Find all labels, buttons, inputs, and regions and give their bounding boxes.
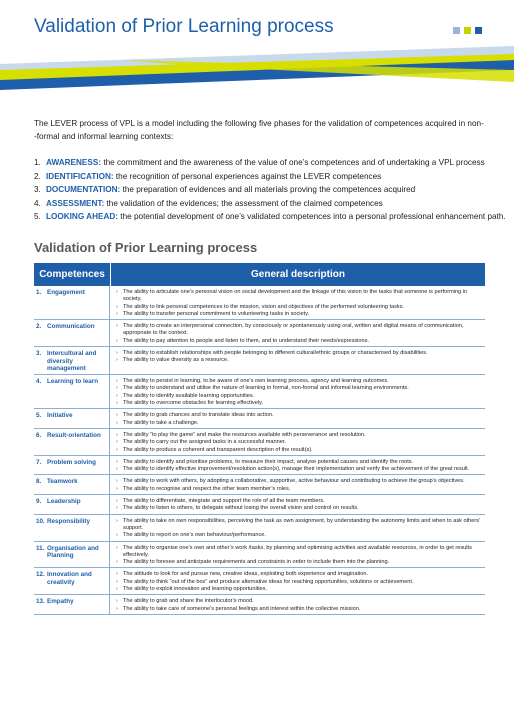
description-cell	[110, 515, 485, 541]
competence-cell	[34, 375, 110, 408]
description-item: › The ability to grab and share the interlocutor’s mood.	[114, 598, 482, 605]
square-yellow	[464, 27, 471, 34]
competence-number: 12.	[36, 571, 45, 579]
description-item: › The ability to overcome obstacles for learning effectively.	[114, 400, 482, 407]
competence-number: 6.	[36, 431, 42, 439]
competence-name: Organisation and Planning	[47, 544, 99, 560]
competence-number: 13.	[36, 598, 45, 606]
square-light-blue	[453, 27, 460, 34]
section-title: Validation of Prior Learning process	[34, 240, 258, 255]
description-item: › The ability to take on own responsibilities, perceiving the task as own assignment, by understanding the autonomy limits and when to ask others’ support.	[114, 518, 482, 533]
competence-cell	[34, 409, 110, 428]
competence-name: Innovation and creativity	[47, 571, 92, 587]
phases-list	[34, 156, 506, 224]
table-row	[34, 495, 485, 515]
header-banner	[0, 40, 514, 90]
table-row	[34, 429, 485, 456]
competence-name: Empathy	[47, 598, 74, 606]
table-row	[34, 515, 485, 542]
description-cell	[110, 542, 485, 568]
competence-number: 2.	[36, 323, 42, 331]
description-cell	[110, 375, 485, 408]
description-item: › The ability to take a challenge.	[114, 420, 482, 427]
description-item: › The ability to persist in learning, to be aware of one’s own learning process, agency and learning outcomes.	[114, 378, 482, 385]
table-row	[34, 375, 485, 409]
description-item: › The ability to create an interpersonal connection, by consciously or spontaneously using oral, written and digital means of communication, appropriate to the context.	[114, 323, 482, 338]
description-item: › The ability to link personal competences to the mission, vision and objectives of the performed volunteering tasks.	[114, 304, 482, 311]
table-header	[34, 263, 485, 286]
description-item: › The ability to grab chances and to translate ideas into action.	[114, 412, 482, 419]
table-row	[34, 286, 485, 320]
competence-name: Learning to learn	[47, 378, 99, 386]
competence-name: Initiative	[47, 412, 73, 420]
square-blue	[475, 27, 482, 34]
description-cell	[110, 320, 485, 346]
competence-cell	[34, 286, 110, 319]
intro-paragraph: The LEVER process of VPL is a model including the following five phases for the validation of competences acquired in non--formal and informal learning contexts:	[34, 119, 484, 141]
competence-cell	[34, 595, 110, 614]
description-cell	[110, 409, 485, 428]
competence-name: Teamwork	[47, 478, 78, 486]
description-item: › The attitude to look for and pursue new, creative ideas, exploiting both experience and imagination.	[114, 571, 482, 578]
competence-cell	[34, 320, 110, 346]
description-cell	[110, 347, 485, 374]
competence-cell	[34, 495, 110, 514]
description-cell	[110, 595, 485, 614]
description-cell	[110, 456, 485, 475]
competence-number: 8.	[36, 478, 42, 486]
table-row	[34, 542, 485, 569]
competence-cell	[34, 456, 110, 475]
description-cell	[110, 475, 485, 494]
competences-table	[34, 263, 485, 615]
competence-cell	[34, 475, 110, 494]
table-row	[34, 409, 485, 429]
description-item: › The ability to listen to others, to delegate without losing the overall vision and control on results.	[114, 505, 482, 512]
description-item: › The ability to report on one’s own behaviour/performance.	[114, 532, 482, 539]
header-general-description: General description	[251, 269, 345, 280]
page-title: Validation of Prior Learning process	[34, 16, 334, 37]
competence-name: Engagement	[47, 289, 85, 296]
competence-cell	[34, 429, 110, 455]
table-body	[34, 286, 485, 615]
header-competences: Competences	[34, 263, 111, 286]
competence-number: 3.	[36, 350, 42, 358]
competence-cell	[34, 515, 110, 541]
competence-cell	[34, 568, 110, 594]
description-cell	[110, 568, 485, 594]
description-item: › The ability to produce a coherent and transparent description of the result(s).	[114, 447, 482, 454]
competence-name: Problem solving	[47, 458, 96, 466]
phase-item: 3. DOCUMENTATION: the preparation of evidences and all materials proving the competences acquired	[34, 185, 416, 195]
competence-name: Result-orientation	[47, 431, 101, 439]
description-cell	[110, 495, 485, 514]
description-item: › The ability to pay attention to people and listen to them, and to understand their needs/expressions.	[114, 338, 482, 345]
competence-name: Intercultural and diversity management	[47, 350, 97, 373]
description-item: › The ability to carry out the assigned tasks in a successful manner.	[114, 439, 482, 446]
competence-name: Leadership	[47, 498, 81, 506]
competence-number: 9.	[36, 498, 42, 506]
description-item: › The ability to think “out of the box” and produce alternative ideas for reaching opportunities, solutions or achievement.	[114, 579, 482, 586]
description-item: › The ability to understand and utilise the nature of learning in formal, non-formal and informal learning environments.	[114, 385, 482, 392]
table-row	[34, 347, 485, 375]
phase-item: 1. AWARENESS: the commitment and the awareness of the value of one’s competences and of undertaking a VPL process	[34, 158, 485, 167]
description-cell	[110, 429, 485, 455]
competence-name: Responsibility	[47, 517, 91, 525]
description-item: › The ability to foresee and anticipate requirements and constraints in order to include them into the planning.	[114, 559, 482, 566]
competence-number: 1.	[36, 289, 42, 296]
description-item: › The ability to take care of someone’s personal feelings and interest within the collective mission.	[114, 606, 482, 613]
description-item: › The ability to value diversity as a resource.	[114, 357, 482, 364]
competence-number: 10.	[36, 517, 45, 525]
phase-item: 2. IDENTIFICATION: the recognition of personal experiences against the LEVER competences	[34, 171, 382, 181]
competence-number: 11.	[36, 544, 45, 552]
description-item: › The ability to identify and prioritise problems, to measure their impact, analyse potential causes and identify the roots.	[114, 459, 482, 466]
description-item: › The ability to identify effective improvement/resolution action(s), manage their implementation and verify the achievement of the great result.	[114, 466, 482, 473]
description-item: › The ability to work with others, by adopting a collaborative, supportive, active behaviour and contributing to achieve the group’s objectives.	[114, 478, 482, 485]
competence-cell	[34, 542, 110, 568]
competence-number: 7.	[36, 458, 42, 466]
competence-name: Communication	[47, 323, 95, 331]
description-cell	[110, 286, 485, 319]
phase-item: 5. LOOKING AHEAD: the potential development of one’s validated competences into a personal professional enhancement path.	[34, 212, 506, 222]
table-row	[34, 595, 485, 615]
description-item: › The ability to identify available learning opportunities.	[114, 393, 482, 400]
description-item: › The ability to organise one’s own and other’s work /tasks, by planning and optimising activities and available resources, in order to get results effectively.	[114, 545, 482, 560]
description-item: › The ability to differentiate, integrate and support the role of all the team members.	[114, 498, 482, 505]
description-item: › The ability “to play the game” and make the resources available with perseverance and resolution.	[114, 432, 482, 439]
competence-number: 5.	[36, 412, 42, 420]
description-item: › The ability to transfer personal commitment to volunteering tasks in society.	[114, 311, 482, 318]
competence-cell	[34, 347, 110, 374]
description-item: › The ability to articulate one’s personal vision on social development and the linkage of this vision to the tasks that someone is performing in society.	[114, 289, 482, 304]
description-item: › The ability to exploit innovation and learning opportunities.	[114, 586, 482, 593]
table-row	[34, 475, 485, 495]
description-item: › The ability to establish relationships with people belonging to different cultural/ethnic groups or characterised by disabilities.	[114, 350, 482, 357]
table-row	[34, 320, 485, 347]
phase-item: 4. ASSESSMENT: the validation of the evidences; the assessment of the claimed competences	[34, 198, 383, 208]
table-row	[34, 568, 485, 595]
competence-number: 4.	[36, 378, 42, 386]
table-row	[34, 456, 485, 476]
description-item: › The ability to recognise and respect the other team member’s roles.	[114, 486, 482, 493]
